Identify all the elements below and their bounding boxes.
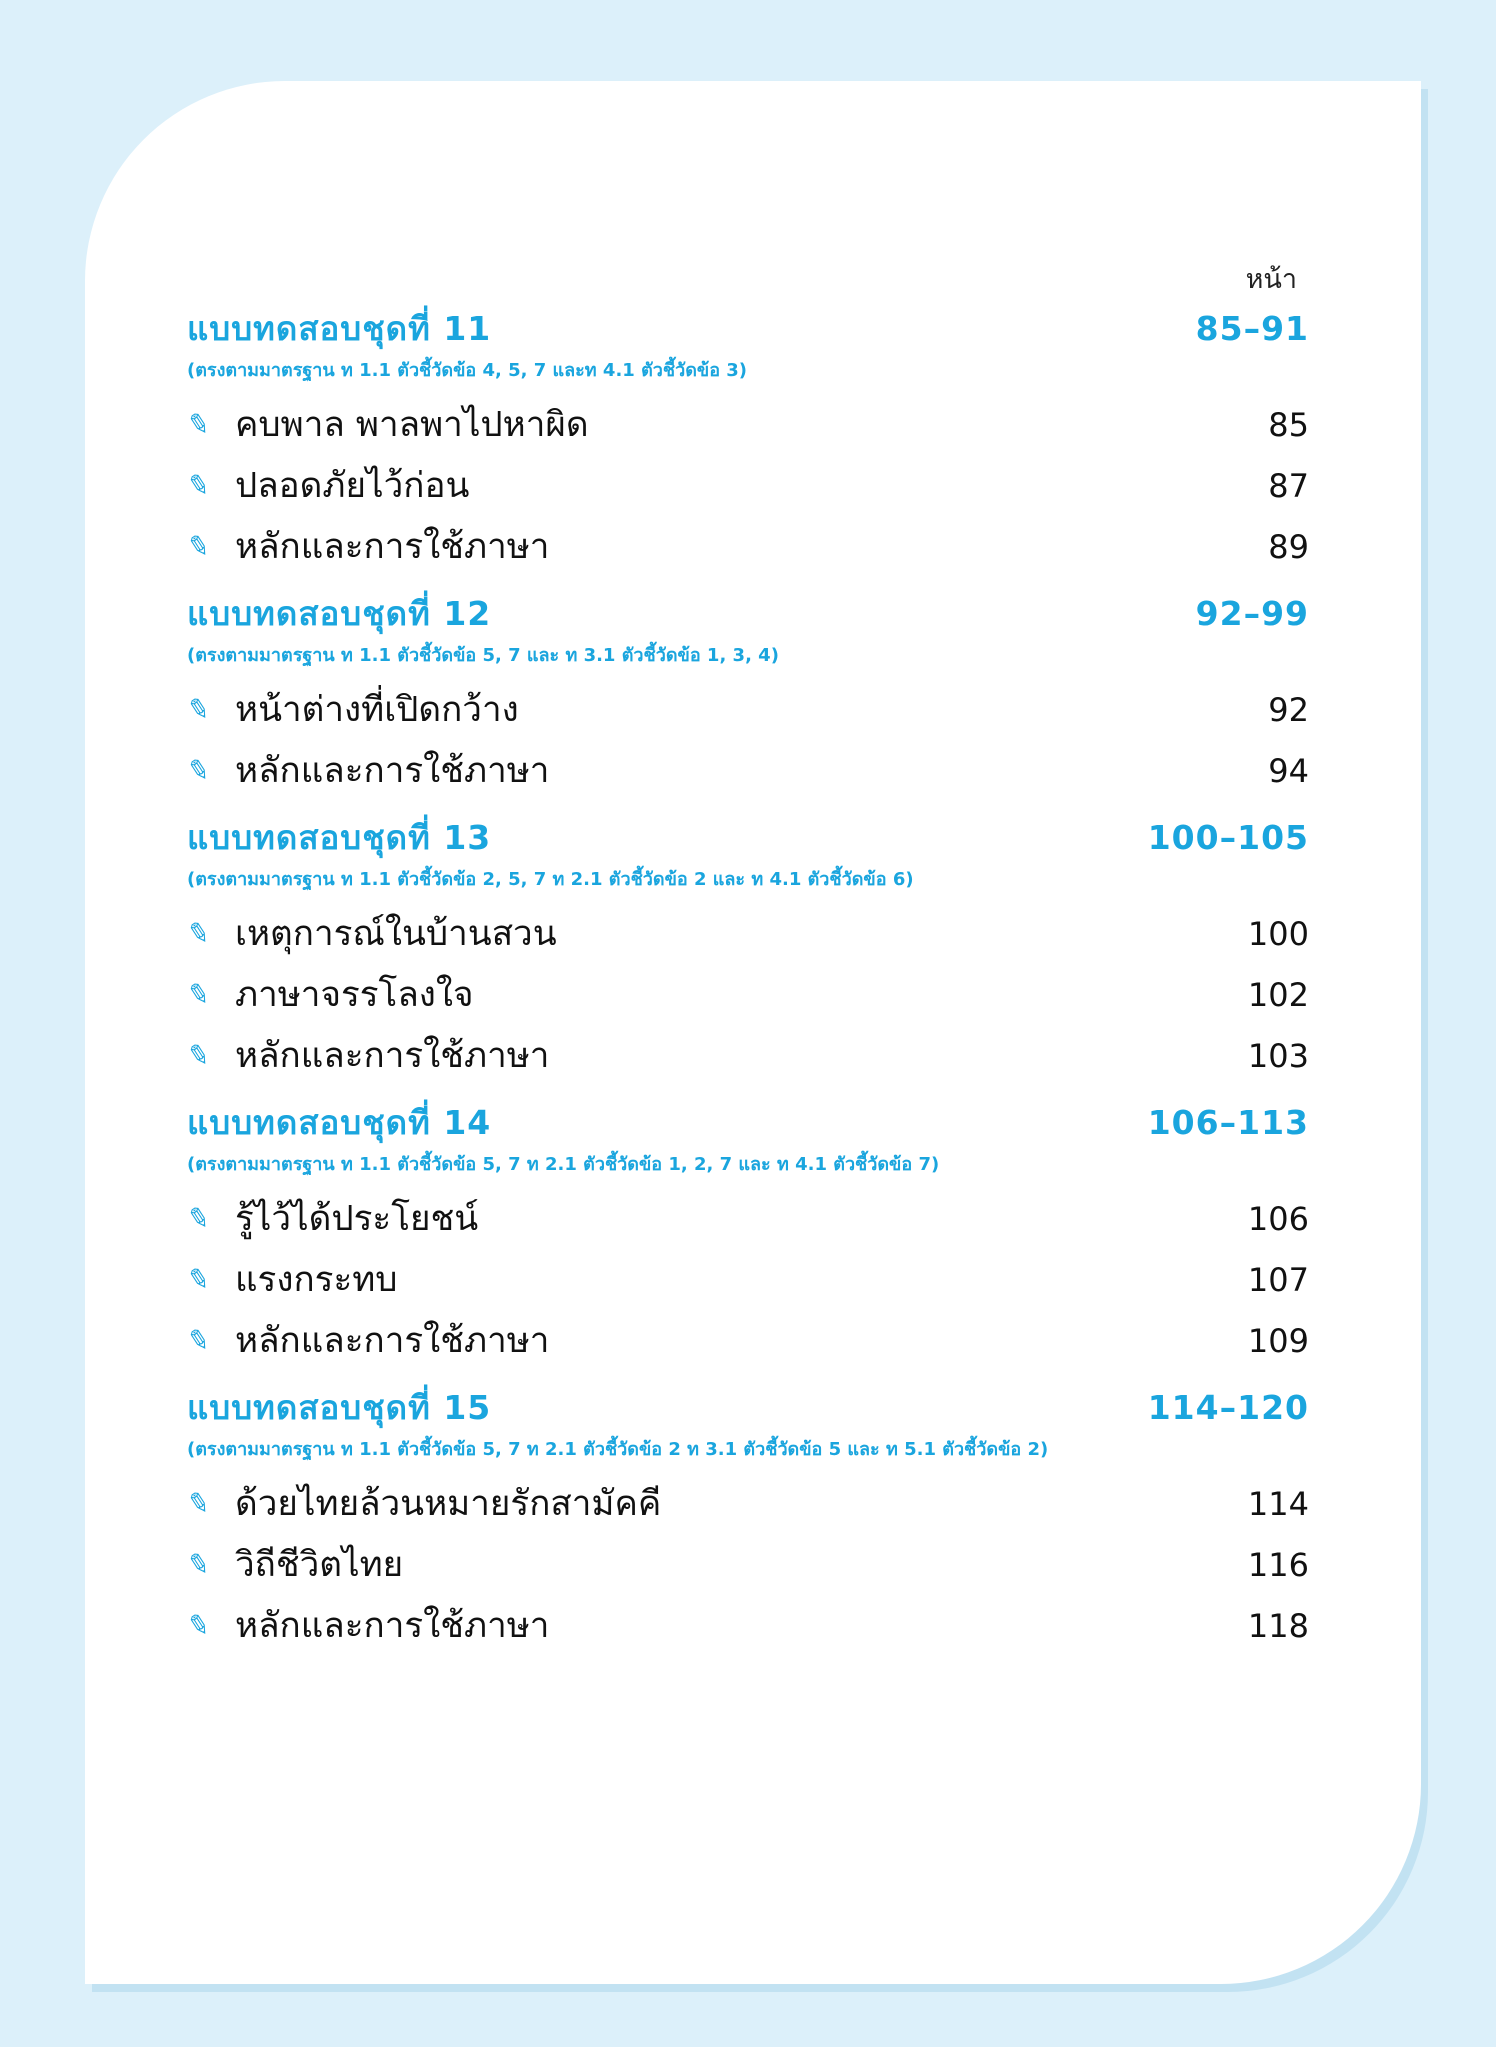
toc-entry[interactable] <box>184 1249 1309 1310</box>
section-header <box>187 302 1309 354</box>
section-title: แบบทดสอบชุดที่ 11 <box>187 308 492 348</box>
pencil-icon: ✎ <box>184 692 213 728</box>
entry-title: ปลอดภัยไว้ก่อน <box>235 466 470 506</box>
entry-page-number: 118 <box>1247 1606 1309 1645</box>
toc-entry[interactable] <box>184 1534 1309 1595</box>
pencil-icon: ✎ <box>184 753 213 789</box>
section-page-range: 85–91 <box>1195 308 1309 348</box>
section-page-range: 106–113 <box>1147 1102 1309 1142</box>
entry-page-number: 87 <box>1268 466 1309 505</box>
section-standard-note: (ตรงตามมาตรฐาน ท 1.1 ตัวชี้วัดข้อ 5, 7 และ ท 3.1 ตัวชี้วัดข้อ 1, 3, 4) <box>187 645 779 666</box>
entry-title: แรงกระทบ <box>235 1260 398 1300</box>
entry-page-number: 102 <box>1247 975 1309 1014</box>
section-title: แบบทดสอบชุดที่ 15 <box>187 1387 492 1427</box>
entry-title: หลักและการใช้ภาษา <box>235 1321 550 1361</box>
entry-title: รู้ไว้ได้ประโยชน์ <box>235 1199 479 1239</box>
entry-page-number: 89 <box>1268 527 1309 566</box>
entry-title: คบพาล พาลพาไปหาผิด <box>235 405 589 445</box>
toc-entry[interactable] <box>184 740 1309 801</box>
section-header <box>187 1381 1309 1433</box>
pencil-icon: ✎ <box>184 1201 213 1237</box>
sections-container <box>184 302 1309 1656</box>
entry-page-number: 116 <box>1247 1545 1309 1584</box>
pencil-icon: ✎ <box>184 1608 213 1644</box>
section-standard-note: (ตรงตามมาตรฐาน ท 1.1 ตัวชี้วัดข้อ 5, 7 ท 2.1 ตัวชี้วัดข้อ 2 ท 3.1 ตัวชี้วัดข้อ 5 และ ท 5.1 ตัวชี้วัดข้อ 2) <box>187 1439 1049 1460</box>
entry-title: เหตุการณ์ในบ้านสวน <box>235 914 557 954</box>
entry-page-number: 107 <box>1247 1260 1309 1299</box>
entry-page-number: 94 <box>1268 751 1309 790</box>
pencil-icon: ✎ <box>184 1323 213 1359</box>
toc-entry[interactable] <box>184 1473 1309 1534</box>
pencil-icon: ✎ <box>184 468 213 504</box>
section-title: แบบทดสอบชุดที่ 14 <box>187 1102 492 1142</box>
toc-section <box>184 587 1309 801</box>
entry-title: หลักและการใช้ภาษา <box>235 1606 550 1646</box>
entry-title: วิถีชีวิตไทย <box>235 1545 404 1585</box>
section-page-range: 92–99 <box>1195 593 1309 633</box>
toc-section <box>184 811 1309 1086</box>
toc-entry[interactable] <box>184 1188 1309 1249</box>
toc-section <box>184 1381 1309 1656</box>
section-header <box>187 587 1309 639</box>
entry-page-number: 100 <box>1247 914 1309 953</box>
pencil-icon: ✎ <box>184 1038 213 1074</box>
toc-entry[interactable] <box>184 964 1309 1025</box>
section-title: แบบทดสอบชุดที่ 13 <box>187 817 492 857</box>
section-page-range: 100–105 <box>1147 817 1309 857</box>
entry-page-number: 103 <box>1247 1036 1309 1075</box>
toc-entry[interactable] <box>184 1595 1309 1656</box>
toc-section <box>184 302 1309 577</box>
entry-page-number: 114 <box>1247 1484 1309 1523</box>
pencil-icon: ✎ <box>184 1547 213 1583</box>
entry-page-number: 92 <box>1268 690 1309 729</box>
toc-entry[interactable] <box>184 903 1309 964</box>
entry-title: หน้าต่างที่เปิดกว้าง <box>235 690 519 730</box>
section-page-range: 114–120 <box>1147 1387 1309 1427</box>
toc-entry[interactable] <box>184 455 1309 516</box>
pencil-icon: ✎ <box>184 977 213 1013</box>
section-standard-note: (ตรงตามมาตรฐาน ท 1.1 ตัวชี้วัดข้อ 4, 5, 7 และท 4.1 ตัวชี้วัดข้อ 3) <box>187 360 748 381</box>
entry-page-number: 109 <box>1247 1321 1309 1360</box>
entry-title: หลักและการใช้ภาษา <box>235 751 550 791</box>
pencil-icon: ✎ <box>184 407 213 443</box>
page-column-header: หน้า <box>1245 264 1297 295</box>
toc-entry[interactable] <box>184 516 1309 577</box>
section-standard-note: (ตรงตามมาตรฐาน ท 1.1 ตัวชี้วัดข้อ 5, 7 ท 2.1 ตัวชี้วัดข้อ 1, 2, 7 และ ท 4.1 ตัวชี้วัดข้อ 7) <box>187 1154 940 1175</box>
toc-entry[interactable] <box>184 394 1309 455</box>
section-title: แบบทดสอบชุดที่ 12 <box>187 593 492 633</box>
section-header <box>187 1096 1309 1148</box>
toc-entry[interactable] <box>184 1310 1309 1371</box>
toc-entry[interactable] <box>184 1025 1309 1086</box>
pencil-icon: ✎ <box>184 1486 213 1522</box>
pencil-icon: ✎ <box>184 916 213 952</box>
toc-section <box>184 1096 1309 1371</box>
pencil-icon: ✎ <box>184 529 213 565</box>
entry-title: ด้วยไทยล้วนหมายรักสามัคคี <box>235 1484 662 1524</box>
entry-title: ภาษาจรรโลงใจ <box>235 975 474 1015</box>
table-of-contents <box>184 258 1309 1666</box>
entry-title: หลักและการใช้ภาษา <box>235 1036 550 1076</box>
entry-page-number: 85 <box>1268 405 1309 444</box>
section-header <box>187 811 1309 863</box>
entry-page-number: 106 <box>1247 1199 1309 1238</box>
entry-title: หลักและการใช้ภาษา <box>235 527 550 567</box>
toc-entry[interactable] <box>184 679 1309 740</box>
section-standard-note: (ตรงตามมาตรฐาน ท 1.1 ตัวชี้วัดข้อ 2, 5, 7 ท 2.1 ตัวชี้วัดข้อ 2 และ ท 4.1 ตัวชี้วัดข้อ 6) <box>187 869 914 890</box>
pencil-icon: ✎ <box>184 1262 213 1298</box>
